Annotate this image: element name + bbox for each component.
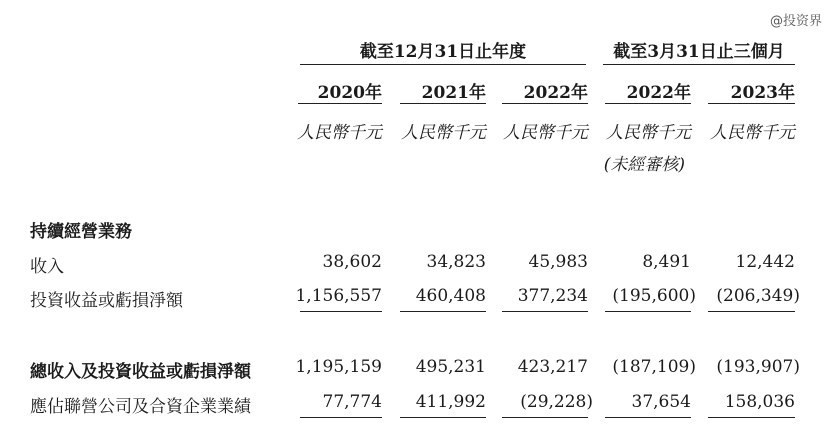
row-underline: [300, 417, 382, 418]
subtotal-underline: [300, 311, 382, 312]
section-title: 持續經營業務: [30, 222, 132, 242]
row-label-investment-gain-loss: 投資收益或虧損淨額: [30, 291, 183, 311]
column-year-2021: 2021年: [421, 83, 486, 103]
table-cell: 45,983: [528, 252, 588, 272]
table-cell: 38,602: [322, 252, 382, 272]
unit-label: 人民幣千元: [710, 123, 795, 143]
group-header-fiscal-year: 截至12月31日止年度: [359, 42, 527, 62]
group-header-three-months: 截至3月31日止三個月: [613, 42, 785, 62]
group-header-underline: [300, 64, 586, 65]
subtotal-underline: [708, 311, 795, 312]
table-cell: 411,992: [415, 392, 486, 412]
table-cell: (29,228): [520, 392, 593, 412]
row-label-revenue: 收入: [30, 257, 64, 277]
table-cell: 37,654: [631, 392, 691, 412]
row-label-total-revenue: 總收入及投資收益或虧損淨額: [30, 362, 251, 382]
year-underline: [502, 103, 588, 104]
table-cell: 460,408: [415, 286, 486, 306]
table-cell: 12,442: [735, 252, 795, 272]
table-cell: (206,349): [716, 286, 800, 306]
row-underline: [400, 417, 486, 418]
row-underline: [708, 417, 795, 418]
subtotal-underline: [605, 311, 691, 312]
table-cell: 34,823: [426, 252, 486, 272]
year-underline: [605, 103, 691, 104]
table-cell: 377,234: [517, 286, 588, 306]
table-cell: (195,600): [612, 286, 696, 306]
table-cell: 1,195,159: [295, 357, 382, 377]
group-header-underline: [603, 64, 795, 65]
table-cell: 495,231: [415, 357, 486, 377]
watermark: @投资界: [769, 14, 822, 29]
table-cell: 8,491: [642, 252, 691, 272]
year-underline: [708, 103, 795, 104]
row-underline: [502, 417, 588, 418]
unit-label: 人民幣千元: [401, 123, 486, 143]
subtotal-underline: [502, 311, 588, 312]
year-underline: [400, 103, 486, 104]
table-cell: 158,036: [724, 392, 795, 412]
column-year-2022-q1: 2022年: [626, 83, 691, 103]
table-cell: (187,109): [612, 357, 696, 377]
subtotal-underline: [400, 311, 486, 312]
unit-label: 人民幣千元: [606, 123, 691, 143]
unit-label: 人民幣千元: [297, 123, 382, 143]
table-cell: (193,907): [716, 357, 800, 377]
column-year-2020: 2020年: [317, 83, 382, 103]
column-year-2023-q1: 2023年: [730, 83, 795, 103]
table-cell: 423,217: [517, 357, 588, 377]
year-underline: [298, 103, 382, 104]
table-cell: 77,774: [322, 392, 382, 412]
column-year-2022: 2022年: [523, 83, 588, 103]
unaudited-note: (未經審核): [603, 155, 685, 175]
unit-label: 人民幣千元: [503, 123, 588, 143]
row-label-share-of-associates: 應佔聯營公司及合資企業業績: [30, 397, 251, 417]
table-cell: 1,156,557: [295, 286, 382, 306]
row-underline: [605, 417, 691, 418]
